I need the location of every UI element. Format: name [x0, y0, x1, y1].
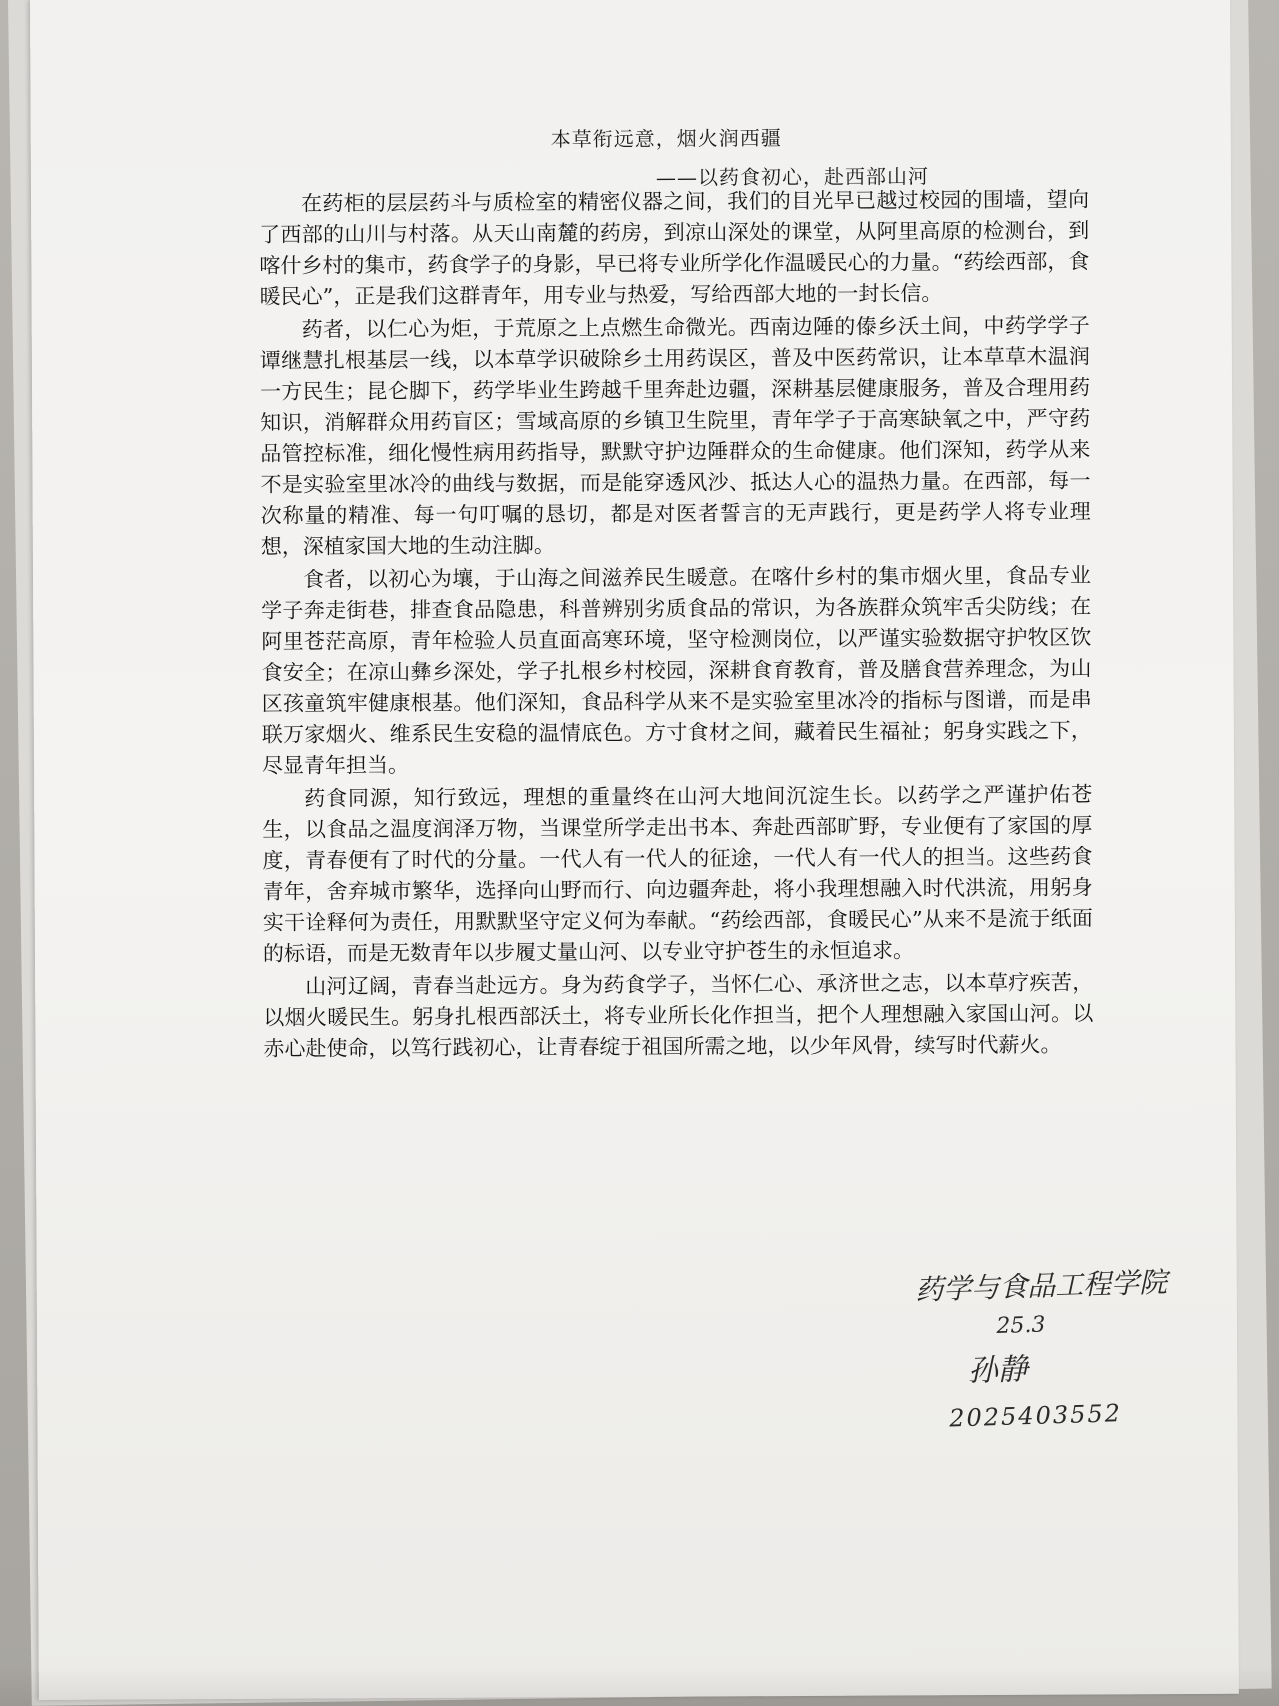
paragraph: 食者，以初心为壤，于山海之间滋养民生暖意。在喀什乡村的集市烟火里，食品专业学子奔走街巷，排查食品隐患，科普辨别劣质食品的常识，为各族群众筑牢舌尖防线；在阿里苍茫高原，青年检验人员直面高寒环境，坚守检测岗位，以严谨实验数据守护牧区饮食安全；在凉山彝乡深处，学子扎根乡村校园，深耕食育教育，普及膳食营养理念，为山区孩童筑牢健康根基。他们深知，食品科学从来不是实验室里冰冷的指标与图谱，而是串联万家烟火、维系民生安稳的温情底色。方寸食材之间，藏着民生福祉；躬身实践之下，尽显青年担当。 [261, 563, 1092, 778]
handwritten-signature [905, 1261, 1172, 1434]
signature-student-id: 2025403552 [948, 1399, 1123, 1433]
paragraph: 山河辽阔，青春当赴远方。身为药食学子，当怀仁心、承济世之志，以本草疗疾苦，以烟火暖民生。躬身扎根西部沃土，将专业所长化作担当，把个人理想融入家国山河。以赤心赴使命，以笃行践初心，让青春绽于祖国所需之地，以少年风骨，续写时代薪火。 [263, 970, 1094, 1061]
paragraph: 在药柜的层层药斗与质检室的精密仪器之间，我们的目光早已越过校园的围墙，望向了西部的山川与村落。从天山南麓的药房，到凉山深处的课堂，从阿里高原的检测台，到喀什乡村的集市，药食学子的身影，早已将专业所学化作温暖民心的力量。“药绘西部，食暖民心”，正是我们这群青年，用专业与热爱，写给西部大地的一封长信。 [259, 187, 1090, 309]
bottom-shadow [0, 1666, 1279, 1706]
page-subtitle: ——以药食初心，赴西部山河 [655, 164, 929, 190]
essay-body [259, 184, 1094, 1066]
page-title: 本草衔远意，烟火润西疆 [550, 126, 782, 152]
signature-name: 孙静 [967, 1352, 1029, 1389]
signature-date: 25.3 [996, 1312, 1046, 1340]
paragraph: 药食同源，知行致远，理想的重量终在山河大地间沉淀生长。以药学之严谨护佑苍生，以食品之温度润泽万物，当课堂所学走出书本、奔赴西部旷野，专业便有了家国的厚度，青春便有了时代的分量。一代人有一代人的征途，一代人有一代人的担当。这些药食青年，舍弃城市繁华，选择向山野而行、向边疆奔赴，将小我理想融入时代洪流，用躬身实干诠释何为责任，用默默坚守定义何为奉献。“药绘西部，食暖民心”从来不是流于纸面的标语，而是无数青年以步履丈量山河、以专业守护苍生的永恒追求。 [262, 782, 1093, 966]
signature-college: 药学与食品工程学院 [914, 1265, 1168, 1307]
paragraph: 药者，以仁心为炬，于荒原之上点燃生命微光。西南边陲的傣乡沃土间，中药学学子谭继慧扎根基层一线，以本草学识破除乡土用药误区，普及中医药常识，让本草草木温润一方民生；昆仑脚下，药学毕业生跨越千里奔赴边疆，深耕基层健康服务，普及合理用药知识，消解群众用药盲区；雪域高原的乡镇卫生院里，青年学子于高寒缺氧之中，严守药品管控标准，细化慢性病用药指导，默默守护边陲群众的生命健康。他们深知，药学从来不是实验室里冰冷的曲线与数据，而是能穿透风沙、抵达人心的温热力量。在西部，每一次称量的精准、每一句叮嘱的恳切，都是对医者誓言的无声践行，更是药学人将专业理想，深植家国大地的生动注脚。 [259, 313, 1091, 559]
paper-sheet [30, 0, 1239, 1700]
